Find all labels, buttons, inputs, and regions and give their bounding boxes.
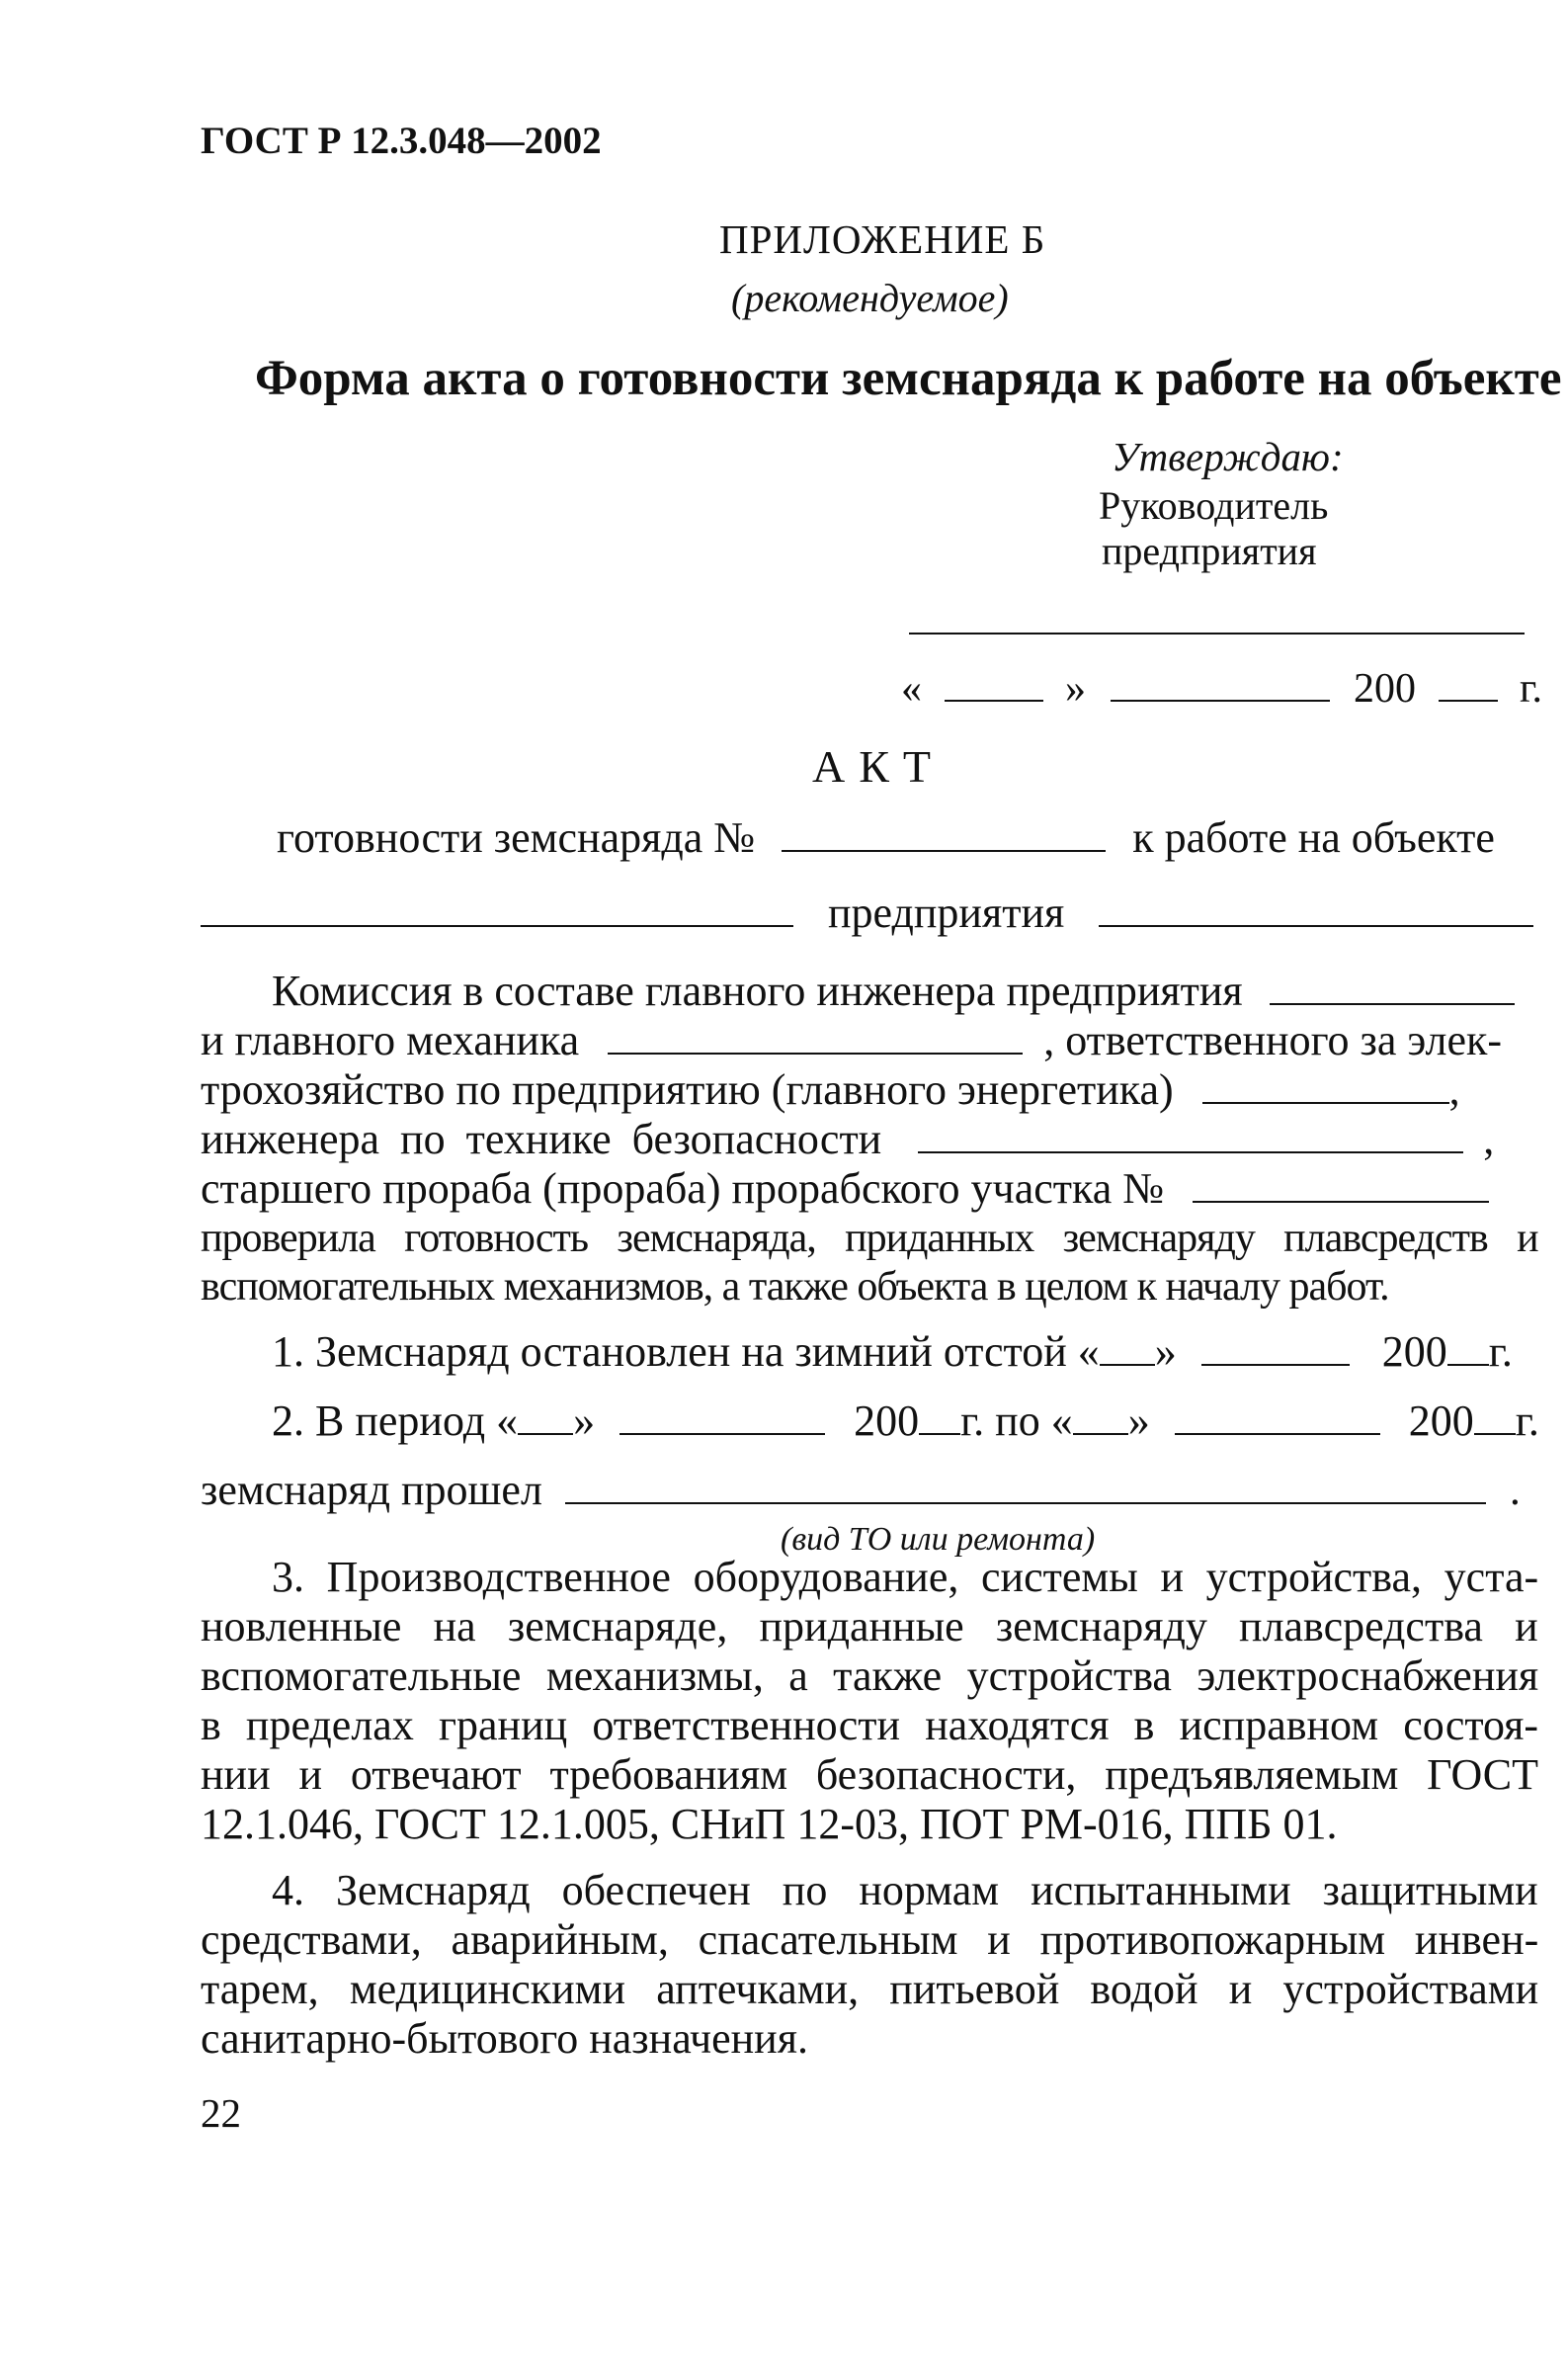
item1-text-b: » — [1154, 1327, 1177, 1376]
item1-year: 200 — [1381, 1327, 1447, 1376]
commission-text-3: трохозяйство по предприятию (главного энергетика) — [201, 1065, 1174, 1114]
item3-line4: в пределах границ ответственности находятся в исправном состоя- — [201, 1701, 1539, 1749]
commission-line4: инженера по технике безопасности , — [201, 1112, 1494, 1167]
approval-line2: предприятия — [1102, 529, 1317, 573]
annex-title: ПРИЛОЖЕНИЕ Б — [719, 216, 1046, 262]
item2-day1-blank — [518, 1394, 573, 1435]
commission-text-5: старшего прораба (прораба) прорабского участка № — [201, 1164, 1165, 1213]
item2-passed-line: земснаряд прошел . — [201, 1463, 1521, 1518]
day-blank — [945, 660, 1043, 702]
approval-line1: Руководитель — [1099, 483, 1329, 528]
commission-text-2a: и главного механика — [201, 1016, 580, 1064]
safety-engineer-blank — [918, 1112, 1463, 1153]
act-heading: АКТ — [812, 741, 945, 792]
item3-line1: 3. Производственное оборудование, системы и устройства, уста- — [272, 1553, 1539, 1601]
item2-text-e: » — [1127, 1396, 1150, 1445]
site-number-blank — [1193, 1161, 1489, 1203]
chief-power-engineer-blank — [1202, 1062, 1449, 1104]
commission-text-4: инженера по технике безопасности — [201, 1115, 882, 1163]
commission-line5 — [201, 1161, 1489, 1217]
chief-engineer-blank — [1270, 964, 1515, 1005]
commission-text-1: Комиссия в составе главного инженера предприятия — [272, 967, 1243, 1015]
commission-line3: трохозяйство по предприятию (главного энергетика) , — [201, 1062, 1460, 1118]
year-prefix: 200 — [1354, 666, 1416, 712]
act-subtitle-line2 — [201, 886, 1533, 941]
date-open-quote: « — [901, 666, 922, 712]
approval-label: Утверждаю: — [1112, 434, 1344, 479]
item4-line4: санитарно-бытового назначения. — [201, 2014, 808, 2063]
approval-date — [901, 660, 1542, 717]
item2-month2-blank — [1175, 1394, 1380, 1435]
act-subtitle-c: предприятия — [828, 888, 1065, 937]
enterprise-blank — [1099, 886, 1533, 927]
item1-text-a: 1. Земснаряд остановлен на зимний отстой « — [272, 1327, 1100, 1376]
item2-day2-blank — [1073, 1394, 1128, 1435]
commission-line7: вспомогательных механизмов, а также объекта в целом к началу работ. — [201, 1264, 1389, 1310]
act-subtitle-line1 — [277, 810, 1495, 866]
year-blank — [1439, 660, 1498, 702]
date-close-quote: » — [1065, 666, 1086, 712]
commission-line1 — [272, 964, 1515, 1019]
item1-month-blank — [1201, 1324, 1350, 1366]
form-title: Форма акта о готовности земснаряда к работе на объекте — [255, 351, 1562, 406]
item3-line5: нии и отвечают требованиям безопасности, предъявляемым ГОСТ — [201, 1750, 1539, 1799]
maintenance-type-blank — [565, 1463, 1486, 1504]
page-number: 22 — [201, 2090, 241, 2136]
standard-header: ГОСТ Р 12.3.048—2002 — [201, 120, 602, 162]
signature-line — [909, 633, 1525, 635]
item2 — [272, 1394, 1539, 1449]
item3-line6: 12.1.046, ГОСТ 12.1.005, СНиП 12-03, ПОТ РМ-016, ППБ 01. — [201, 1800, 1338, 1848]
commission-line6: проверила готовность земснаряда, приданных земснаряду плавсредств и — [201, 1216, 1538, 1261]
item4-line3: тарем, медицинскими аптечками, питьевой водой и устройствами — [201, 1965, 1539, 2013]
item2-year2-suffix: г. — [1515, 1396, 1539, 1445]
object-blank — [201, 886, 793, 927]
month-blank — [1111, 660, 1330, 702]
item2-text-b: » — [573, 1396, 596, 1445]
item2-text-a: 2. В период « — [272, 1396, 519, 1445]
item2-month1-blank — [619, 1394, 825, 1435]
maintenance-type-caption: (вид ТО или ремонта) — [781, 1521, 1096, 1558]
chief-mechanic-blank — [608, 1013, 1023, 1055]
annex-note: (рекомендуемое) — [731, 276, 1009, 320]
item1 — [272, 1324, 1513, 1380]
item3-line3: вспомогательные механизмы, а также устройства электроснабжения — [201, 1651, 1539, 1700]
item2-year1: 200 — [854, 1396, 920, 1445]
act-subtitle-a: готовности земснаряда № — [277, 813, 756, 862]
item1-day-blank — [1100, 1324, 1155, 1366]
commission-text-2b: , ответственного за элек- — [1043, 1016, 1503, 1064]
item2-text-d: г. по « — [960, 1396, 1073, 1445]
item2-year1-blank — [919, 1394, 960, 1435]
item1-year-suffix: г. — [1488, 1327, 1513, 1376]
year-suffix: г. — [1520, 666, 1542, 712]
item2-year2: 200 — [1408, 1396, 1474, 1445]
commission-line2 — [201, 1013, 1502, 1068]
act-subtitle-b: к работе на объекте — [1132, 813, 1495, 862]
item2-year2-blank — [1474, 1394, 1516, 1435]
dredger-number-blank — [782, 810, 1106, 852]
item4-line1: 4. Земснаряд обеспечен по нормам испытанными защитными — [272, 1866, 1538, 1914]
item2-passed-text: земснаряд прошел — [201, 1466, 542, 1514]
item3-line2: новленные на земснаряде, приданные земснаряду плавсредства и — [201, 1602, 1538, 1650]
item4-line2: средствами, аварийным, спасательным и противопожарным инвен- — [201, 1915, 1539, 1964]
item1-year-blank — [1447, 1324, 1489, 1366]
